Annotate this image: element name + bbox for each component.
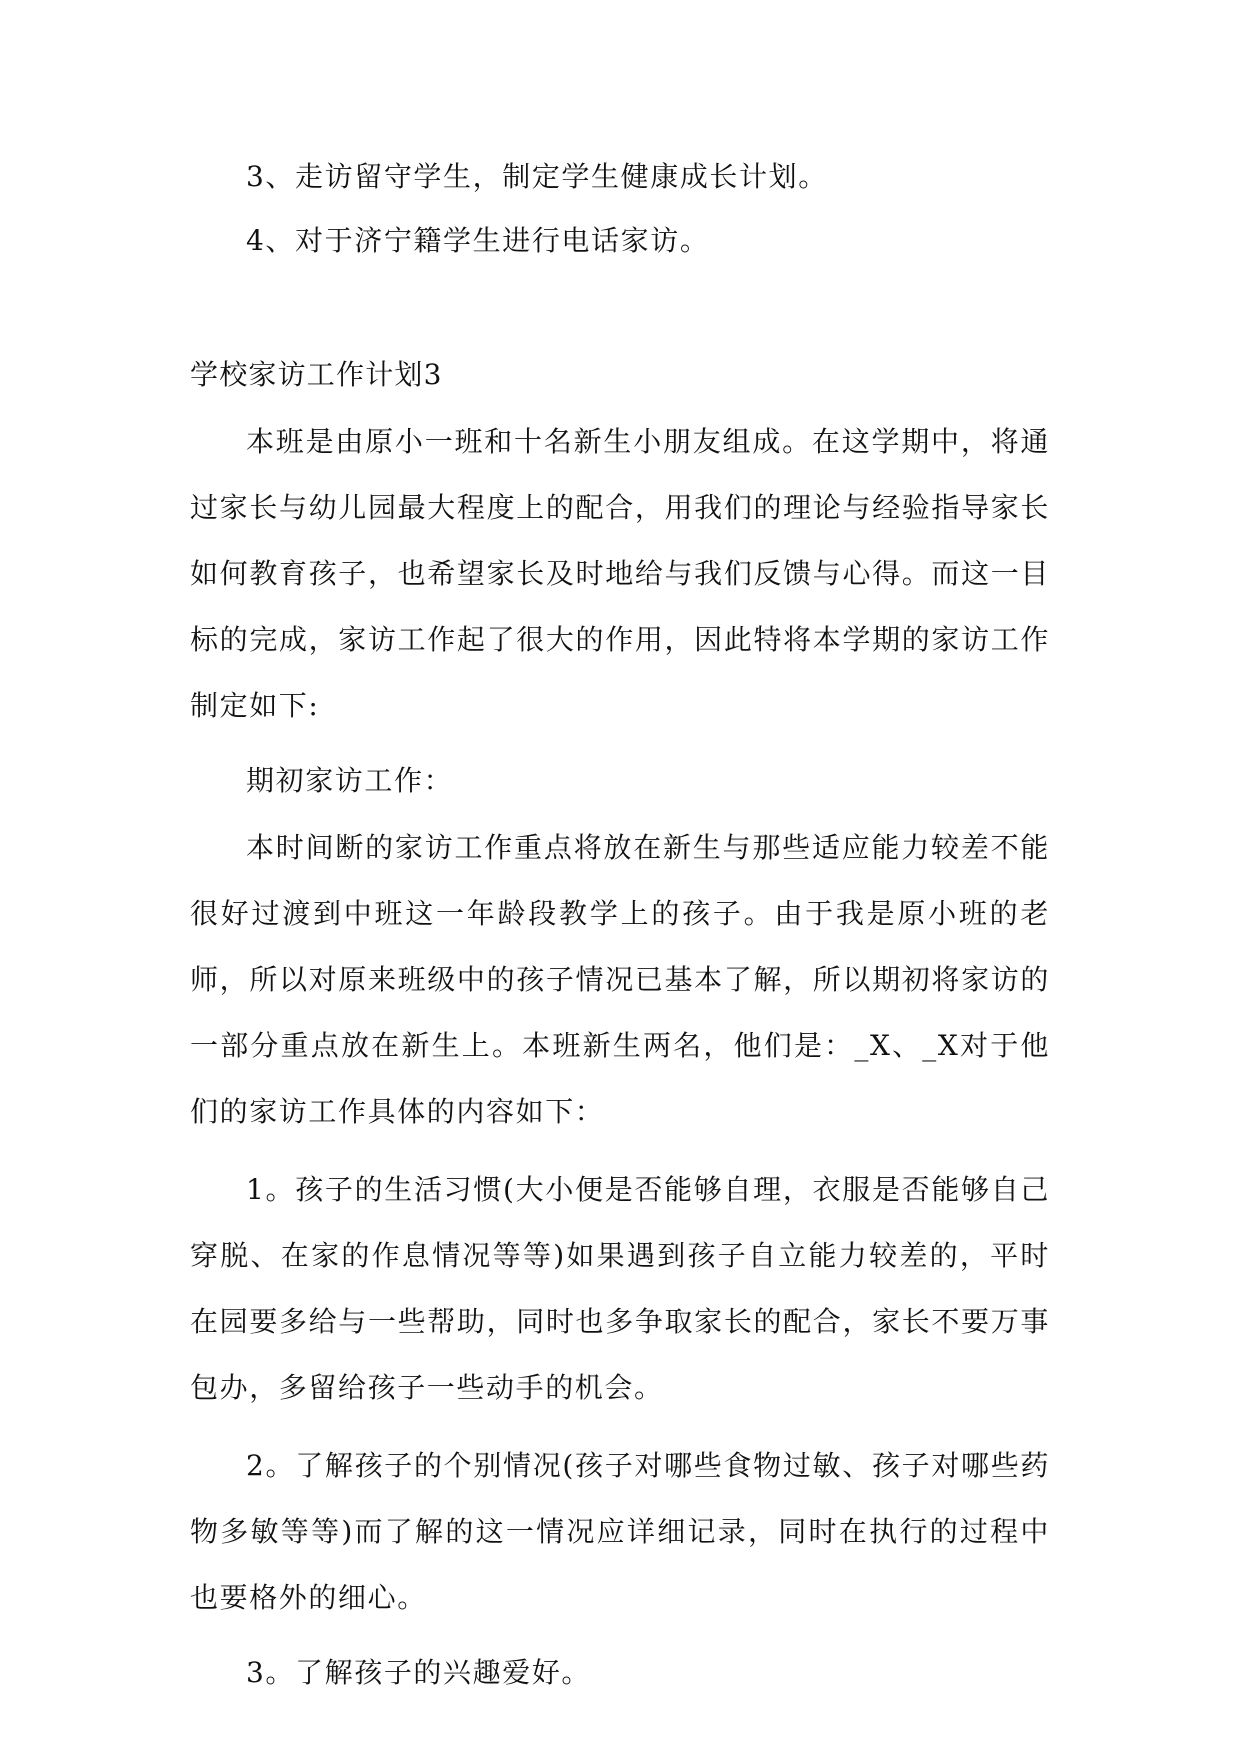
section-title: 学校家访工作计划3 [190,358,443,391]
paragraph-item-2: 2。了解孩子的个别情况(孩子对哪些食物过敏、孩子对哪些药物多敏等等)而了解的这一情况应详细记录，同时在执行的过程中也要格外的细心。 [190,1449,1050,1614]
paragraph-item-1: 1。孩子的生活习惯(大小便是否能够自理，衣服是否能够自己穿脱、在家的作息情况等等)如果遇到孩子自立能力较差的，平时在园要多给与一些帮助，同时也多争取家长的配合，家长不要万事包办，多留给孩子一些动手的机会。 [190,1173,1050,1404]
paragraph-subheading: 期初家访工作： [246,764,454,797]
section-gap [190,263,1050,353]
spacer [190,199,1050,219]
list-item-4: 4、对于济宁籍学生进行电话家访。 [246,224,710,257]
paragraph-focus: 本时间断的家访工作重点将放在新生与那些适应能力较差不能很好过渡到中班这一年龄段教学上的孩子。由于我是原小班的老师，所以对原来班级中的孩子情况已基本了解，所以期初将家访的一部分重点放在新生上。本班新生两名，他们是：_X、_X对于他们的家访工作具体的内容如下： [190,831,1050,1128]
paragraph-intro: 本班是由原小一班和十名新生小朋友组成。在这学期中，将通过家长与幼儿园最大程度上的配合，用我们的理论与经验指导家长如何教育孩子，也希望家长及时地给与我们反馈与心得。而这一目标的完成，家访工作起了很大的作用，因此特将本学期的家访工作制定如下: [190,425,1050,722]
paragraph-item-3: 3。了解孩子的兴趣爱好。 [246,1656,592,1689]
list-item-3: 3、走访留守学生，制定学生健康成长计划。 [246,160,828,193]
document-content [190,155,1050,1695]
